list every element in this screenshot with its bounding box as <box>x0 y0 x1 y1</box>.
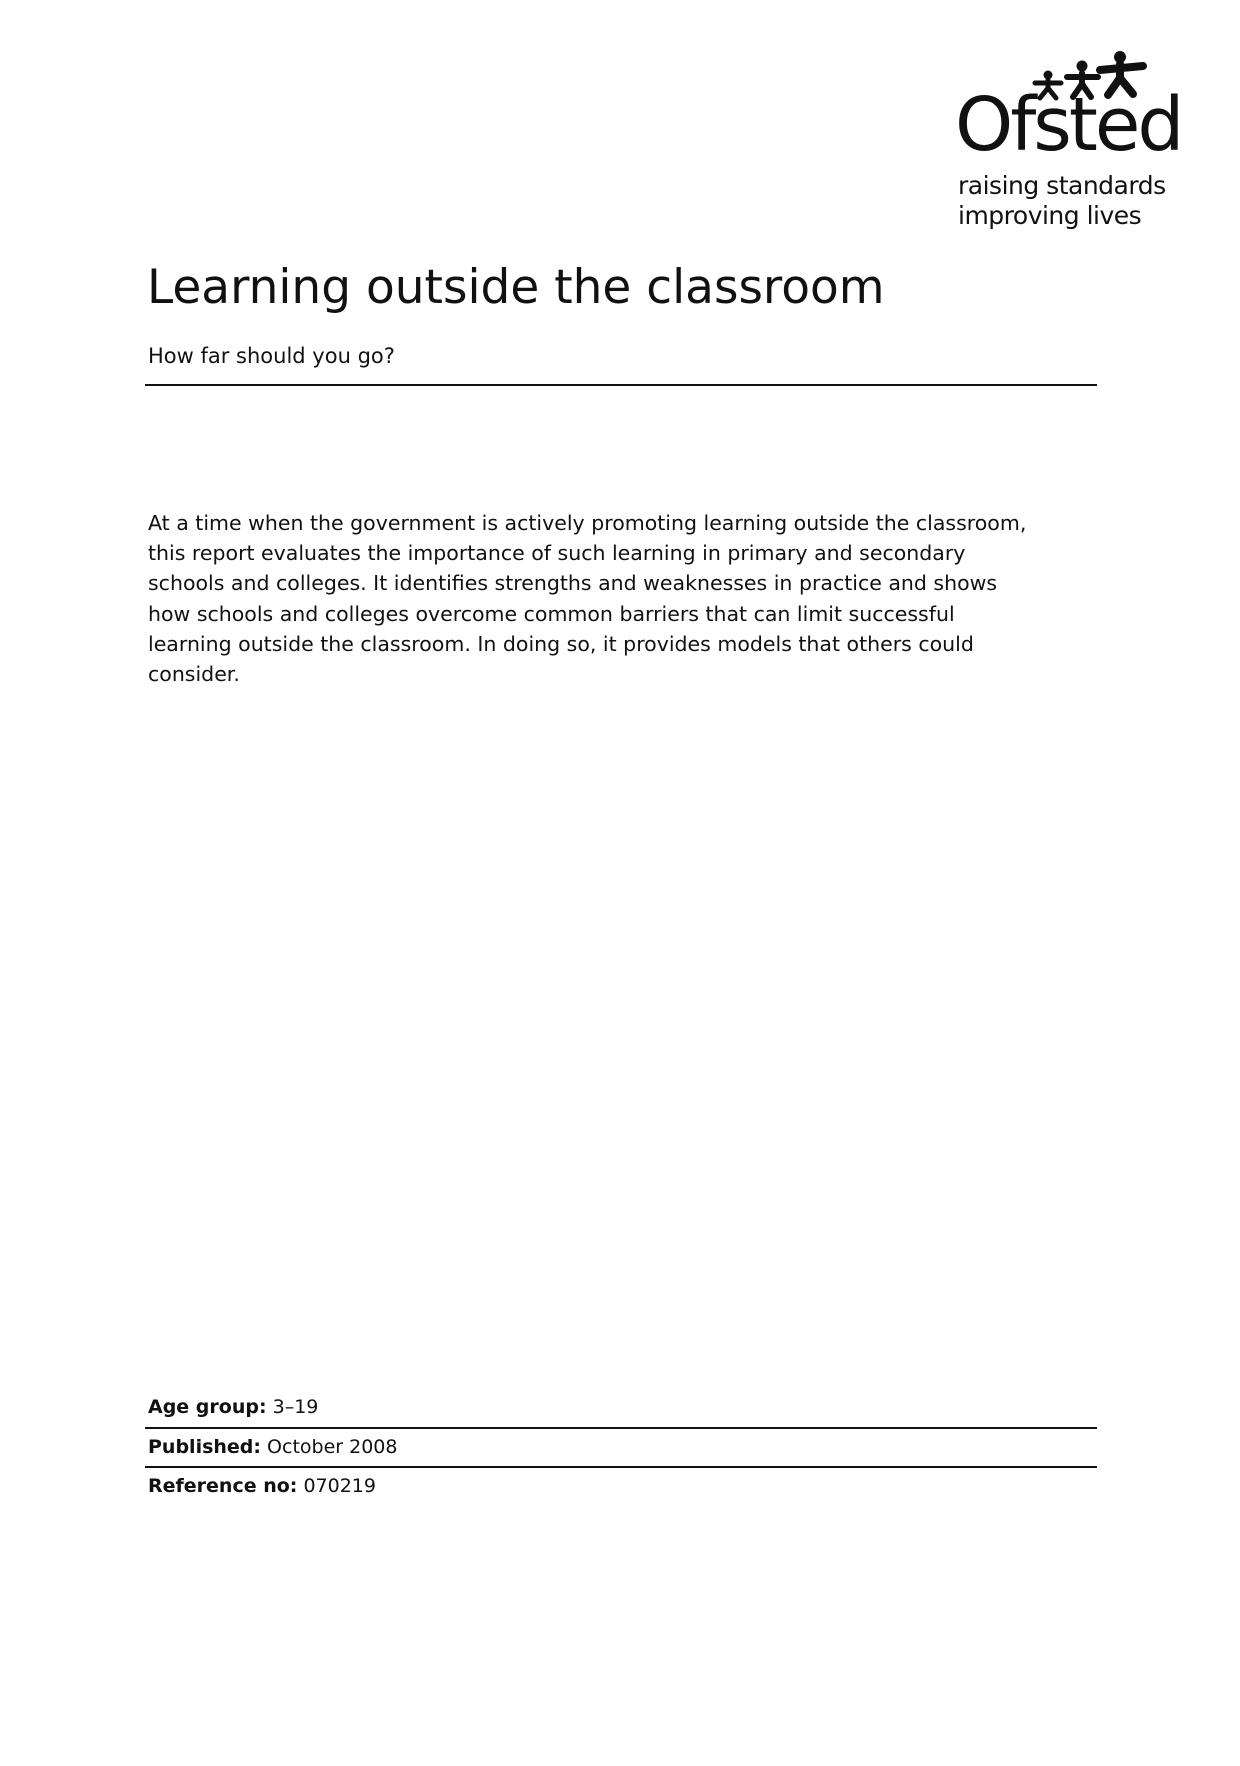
logo-wordmark: Ofsted <box>955 82 1182 168</box>
ofsted-logo <box>955 50 1182 240</box>
summary-paragraph <box>148 508 1026 689</box>
age-group-label: Age group: <box>148 1396 267 1418</box>
published-value: October 2008 <box>261 1436 398 1458</box>
published <box>148 1436 397 1458</box>
summary-line: schools and colleges. It identifies strengths and weaknesses in practice and shows <box>148 571 998 596</box>
reference-number <box>148 1475 376 1497</box>
page-subtitle: How far should you go? <box>148 344 395 368</box>
summary-line: consider. <box>148 662 240 687</box>
logo-tagline-2: improving lives <box>958 201 1142 230</box>
age-group-value: 3–19 <box>266 1396 319 1418</box>
page-title: Learning outside the classroom <box>147 260 885 315</box>
title-divider <box>145 384 1097 386</box>
meta-divider <box>145 1427 1097 1429</box>
meta-divider <box>145 1466 1097 1468</box>
reference-value: 070219 <box>297 1475 376 1497</box>
summary-line: learning outside the classroom. In doing so, it provides models that others could <box>148 631 974 656</box>
age-group <box>148 1396 318 1418</box>
reference-label: Reference no: <box>148 1475 298 1497</box>
summary-line: how schools and colleges overcome common barriers that can limit successful <box>148 601 955 626</box>
published-label: Published: <box>148 1436 261 1458</box>
summary-line: this report evaluates the importance of such learning in primary and secondary <box>148 541 966 566</box>
summary-line: At a time when the government is actively promoting learning outside the classroom, <box>148 511 1027 535</box>
logo-tagline-1: raising standards <box>958 171 1166 200</box>
